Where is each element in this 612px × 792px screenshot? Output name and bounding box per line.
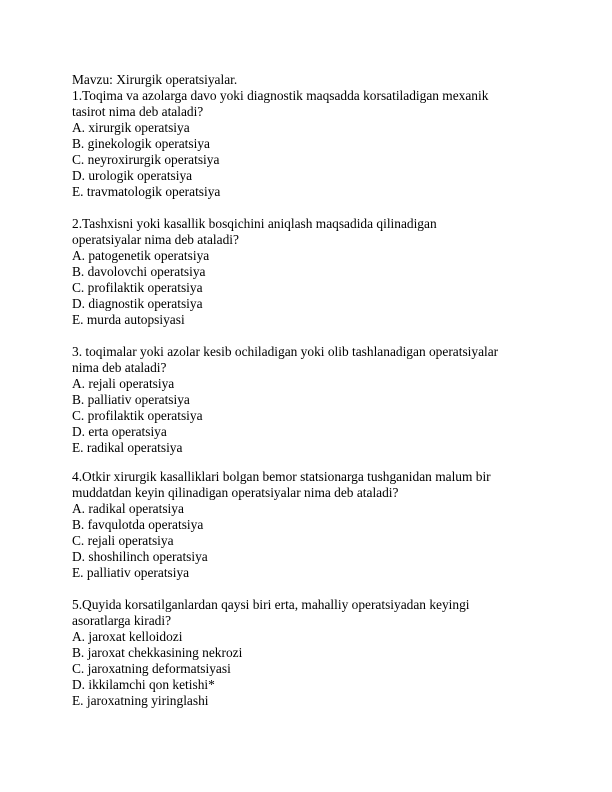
answer-option-b: B. jaroxat chekkasining nekrozi (72, 645, 243, 660)
question-text-line: muddatdan keyin qilinadigan operatsiyalar nima deb ataladi? (72, 485, 399, 500)
question-text-line: tasirot nima deb ataladi? (72, 104, 204, 119)
answer-option-d: D. shoshilinch operatsiya (72, 549, 208, 564)
answer-option-d: D. ikkilamchi qon ketishi* (72, 677, 215, 692)
question-text-line: 4.Otkir xirurgik kasalliklari bolgan bemor statsionarga tushganidan malum bir (72, 469, 491, 484)
answer-option-a: A. radikal operatsiya (72, 501, 184, 516)
answer-option-b: B. davolovchi operatsiya (72, 264, 206, 279)
question-text-line: 1.Toqima va azolarga davo yoki diagnostik maqsadda korsatiladigan mexanik (72, 88, 489, 103)
answer-option-c: C. profilaktik operatsiya (72, 280, 203, 295)
answer-option-e: E. jaroxatning yiringlashi (72, 693, 209, 708)
answer-option-d: D. urologik operatsiya (72, 168, 193, 183)
question-text-line: asoratlarga kiradi? (72, 613, 172, 628)
answer-option-d: D. diagnostik operatsiya (72, 296, 203, 311)
answer-option-c: C. rejali operatsiya (72, 533, 174, 548)
answer-option-d: D. erta operatsiya (72, 424, 167, 439)
question-5 (72, 597, 542, 709)
answer-option-e: E. murda autopsiyasi (72, 312, 185, 327)
answer-option-c: C. neyroxirurgik operatsiya (72, 152, 220, 167)
answer-option-a: A. rejali operatsiya (72, 376, 175, 391)
document-page (72, 72, 542, 709)
question-text-line: 3. toqimalar yoki azolar kesib ochiladigan yoki olib tashlanadigan operatsiyalar (72, 344, 499, 359)
question-text-line: 5.Quyida korsatilganlardan qaysi biri erta, mahalliy operatsiyadan keyingi (72, 597, 470, 612)
question-4 (72, 469, 542, 581)
topic-heading: Mavzu: Xirurgik operatsiyalar. (72, 72, 238, 87)
question-text-line: operatsiyalar nima deb ataladi? (72, 232, 239, 247)
answer-option-b: B. palliativ operatsiya (72, 392, 190, 407)
question-3 (72, 344, 542, 456)
question-text-line: nima deb ataladi? (72, 360, 167, 375)
answer-option-c: C. jaroxatning deformatsiyasi (72, 661, 231, 676)
question-2 (72, 216, 542, 328)
answer-option-a: A. xirurgik operatsiya (72, 120, 190, 135)
question-text-line: 2.Tashxisni yoki kasallik bosqichini aniqlash maqsadida qilinadigan (72, 216, 437, 231)
answer-option-b: B. favqulotda operatsiya (72, 517, 204, 532)
answer-option-e: E. radikal operatsiya (72, 440, 183, 455)
answer-option-e: E. travmatologik operatsiya (72, 184, 221, 199)
question-1 (72, 88, 542, 200)
answer-option-a: A. jaroxat kelloidozi (72, 629, 183, 644)
answer-option-a: A. patogenetik operatsiya (72, 248, 210, 263)
answer-option-b: B. ginekologik operatsiya (72, 136, 210, 151)
answer-option-c: C. profilaktik operatsiya (72, 408, 203, 423)
answer-option-e: E. palliativ operatsiya (72, 565, 190, 580)
